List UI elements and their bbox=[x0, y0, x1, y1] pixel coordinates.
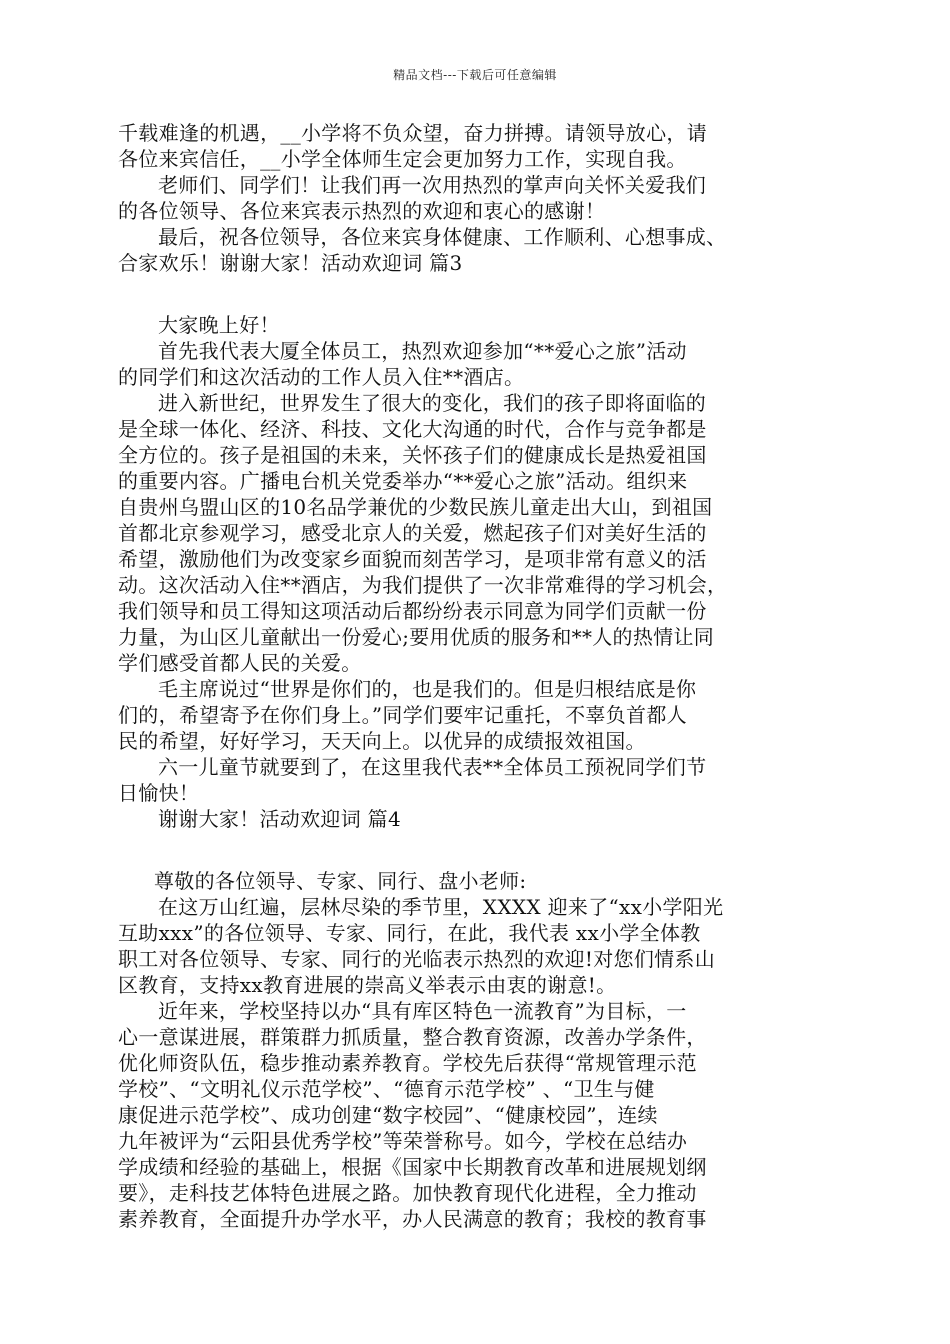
text-line: 近年来，学校坚持以办“具有库区特色一流教育”为目标，一 bbox=[158, 999, 687, 1023]
text-line: 谢谢大家！活动欢迎词 篇4 bbox=[158, 807, 401, 831]
text-line: 六一儿童节就要到了，在这里我代表**全体员工预祝同学们节 bbox=[158, 755, 707, 779]
text-line: 区教育，支持xx教育进展的崇高义举表示由衷的谢意!。 bbox=[118, 973, 617, 997]
text-line: 互助xxx”的各位领导、专家、同行，在此，我代表 xx小学全体教 bbox=[118, 921, 701, 945]
text-line: 在这万山红遍，层林尽染的季节里，XXXX 迎来了“xx小学阳光 bbox=[158, 895, 724, 919]
text-line: 日愉快！ bbox=[118, 781, 200, 805]
text-line: 各位来宾信任，__小学全体师生定会更加努力工作，实现自我。 bbox=[118, 147, 687, 171]
text-line: 学成绩和经验的基础上，根据《国家中长期教育改革和进展规划纲 bbox=[118, 1155, 707, 1179]
text-line: 是全球一体化、经济、科技、文化大沟通的时代，合作与竞争都是 bbox=[118, 417, 707, 441]
text-line: 进入新世纪，世界发生了很大的变化，我们的孩子即将面临的 bbox=[158, 391, 707, 415]
text-line: 心一意谋进展，群策群力抓质量，整合教育资源，改善办学条件， bbox=[118, 1025, 707, 1049]
text-line: 的重要内容。广播电台机关党委举办“**爱心之旅”活动。组织来 bbox=[118, 469, 688, 493]
text-line: 首先我代表大厦全体员工，热烈欢迎参加“**爱心之旅”活动 bbox=[158, 339, 687, 363]
text-line: 合家欢乐！谢谢大家！活动欢迎词 篇3 bbox=[118, 251, 463, 275]
text-line: 职工对各位领导、专家、同行的光临表示热烈的欢迎!对您们情系山 bbox=[118, 947, 716, 971]
text-line: 最后，祝各位领导，各位来宾身体健康、工作顺利、心想事成、 bbox=[158, 225, 727, 249]
text-line: 千载难逢的机遇，__小学将不负众望，奋力拼搏。请领导放心，请 bbox=[118, 121, 707, 145]
text-line: 民的希望，好好学习，天天向上。以优异的成绩报效祖国。 bbox=[118, 729, 646, 753]
text-line: 的同学们和这次活动的工作人员入住**酒店。 bbox=[118, 365, 525, 389]
text-line: 康促进示范学校”、成功创建“数字校园”、“健康校园”，连续 bbox=[118, 1103, 658, 1127]
text-line: 学校”、“文明礼仪示范学校”、“德育示范学校” 、“卫生与健 bbox=[118, 1077, 655, 1101]
text-line: 我们领导和员工得知这项活动后都纷纷表示同意为同学们贡献一份 bbox=[118, 599, 707, 623]
text-line: 素养教育，全面提升办学水平，办人民满意的教育；我校的教育事 bbox=[118, 1207, 707, 1231]
document-body bbox=[118, 120, 832, 1232]
text-line: 老师们、同学们！让我们再一次用热烈的掌声向关怀关爱我们 bbox=[158, 173, 707, 197]
text-line: 尊敬的各位领导、专家、同行、盘小老师: bbox=[154, 869, 527, 893]
paragraph-gap bbox=[118, 832, 832, 868]
text-line: 自贵州乌盟山区的10名品学兼优的少数民族儿童走出大山，到祖国 bbox=[118, 495, 713, 519]
page-header: 精品文档---下载后可任意编辑 bbox=[393, 68, 557, 82]
text-line: 动。这次活动入住**酒店，为我们提供了一次非常难得的学习机会， bbox=[118, 573, 728, 597]
text-line: 全方位的。孩子是祖国的未来，关怀孩子们的健康成长是热爱祖国 bbox=[118, 443, 707, 467]
text-line: 优化师资队伍，稳步推动素养教育。学校先后获得“常规管理示范 bbox=[118, 1051, 697, 1075]
paragraph-gap bbox=[118, 276, 832, 312]
text-line: 毛主席说过“世界是你们的，也是我们的。但是归根结底是你 bbox=[158, 677, 697, 701]
text-line: 首都北京参观学习，感受北京人的关爱，燃起孩子们对美好生活的 bbox=[118, 521, 707, 545]
text-line: 要》，走科技艺体特色进展之路。加快教育现代化进程，全力推动 bbox=[118, 1181, 697, 1205]
text-line: 们的，希望寄予在你们身上。”同学们要牢记重托，不辜负首都人 bbox=[118, 703, 687, 727]
text-line: 大家晚上好！ bbox=[158, 313, 280, 337]
text-line: 的各位领导、各位来宾表示热烈的欢迎和衷心的感谢！ bbox=[118, 199, 606, 223]
text-line: 力量，为山区儿童献出一份爱心;要用优质的服务和**人的热情让同 bbox=[118, 625, 715, 649]
text-line: 九年被评为“云阳县优秀学校”等荣誉称号。如今，学校在总结办 bbox=[118, 1129, 688, 1153]
text-line: 希望，激励他们为改变家乡面貌而刻苦学习，是项非常有意义的活 bbox=[118, 547, 707, 571]
text-line: 学们感受首都人民的关爱。 bbox=[118, 651, 362, 675]
